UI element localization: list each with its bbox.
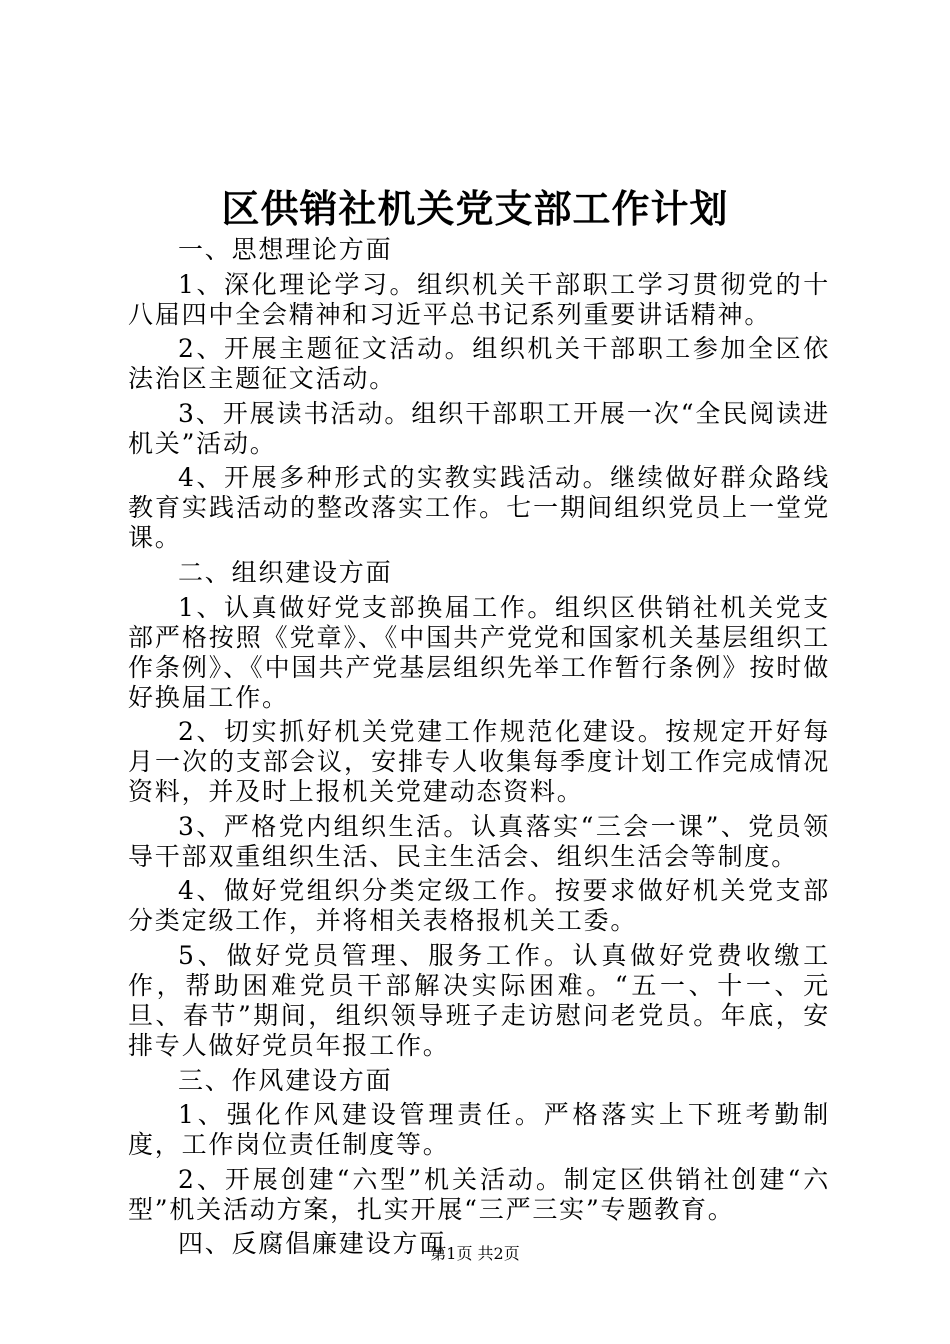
section-heading-2: 二、组织建设方面 (178, 557, 393, 587)
document-title: 区供销社机关党支部工作计划 (221, 186, 729, 231)
document-body (128, 235, 830, 1264)
section-heading-1: 一、思想理论方面 (178, 235, 393, 264)
paragraph: 3、严格党内组织生活。认真落实“三会一课”、党员领导干部双重组织生活、民主生活会、组织生活会等制度。 (128, 811, 830, 871)
paragraph: 2、开展主题征文活动。组织机关干部职工参加全区依法治区主题征文活动。 (128, 334, 830, 394)
paragraph: 1、认真做好党支部换届工作。组织区供销社机关党支部严格按照《党章》、《中国共产党党和国家机关基层组织工作条例》、《中国共产党基层组织先举工作暂行条例》按时做好换届工作。 (128, 592, 830, 712)
section-heading-4: 四、反腐倡廉建设方面 (178, 1229, 447, 1259)
paragraph: 2、切实抓好机关党建工作规范化建设。按规定开好每月一次的支部会议，安排专人收集每季度计划工作完成情况资料，并及时上报机关党建动态资料。 (128, 717, 830, 807)
paragraph: 5、做好党员管理、服务工作。认真做好党费收缴工作，帮助困难党员干部解决实际困难。“五一、十一、元旦、春节”期间，组织领导班子走访慰问老党员。年底，安排专人做好党员年报工作。 (128, 940, 830, 1060)
paragraph: 4、开展多种形式的实教实践活动。继续做好群众路线教育实践活动的整改落实工作。七一期间组织党员上一堂党课。 (128, 463, 830, 553)
paragraph: 4、做好党组织分类定级工作。按要求做好机关党支部分类定级工作，并将相关表格报机关工委。 (128, 876, 830, 936)
section-heading-3: 三、作风建设方面 (178, 1065, 393, 1095)
paragraph: 3、开展读书活动。组织干部职工开展一次“全民阅读进机关”活动。 (128, 398, 830, 458)
page-footer: 第1页 共2页 (430, 1244, 520, 1263)
paragraph: 1、强化作风建设管理责任。严格落实上下班考勤制度，工作岗位责任制度等。 (128, 1100, 830, 1160)
paragraph: 1、深化理论学习。组织机关干部职工学习贯彻党的十八届四中全会精神和习近平总书记系列重要讲话精神。 (128, 269, 830, 329)
paragraph: 2、开展创建“六型”机关活动。制定区供销社创建“六型”机关活动方案，扎实开展“三严三实”专题教育。 (128, 1164, 830, 1224)
